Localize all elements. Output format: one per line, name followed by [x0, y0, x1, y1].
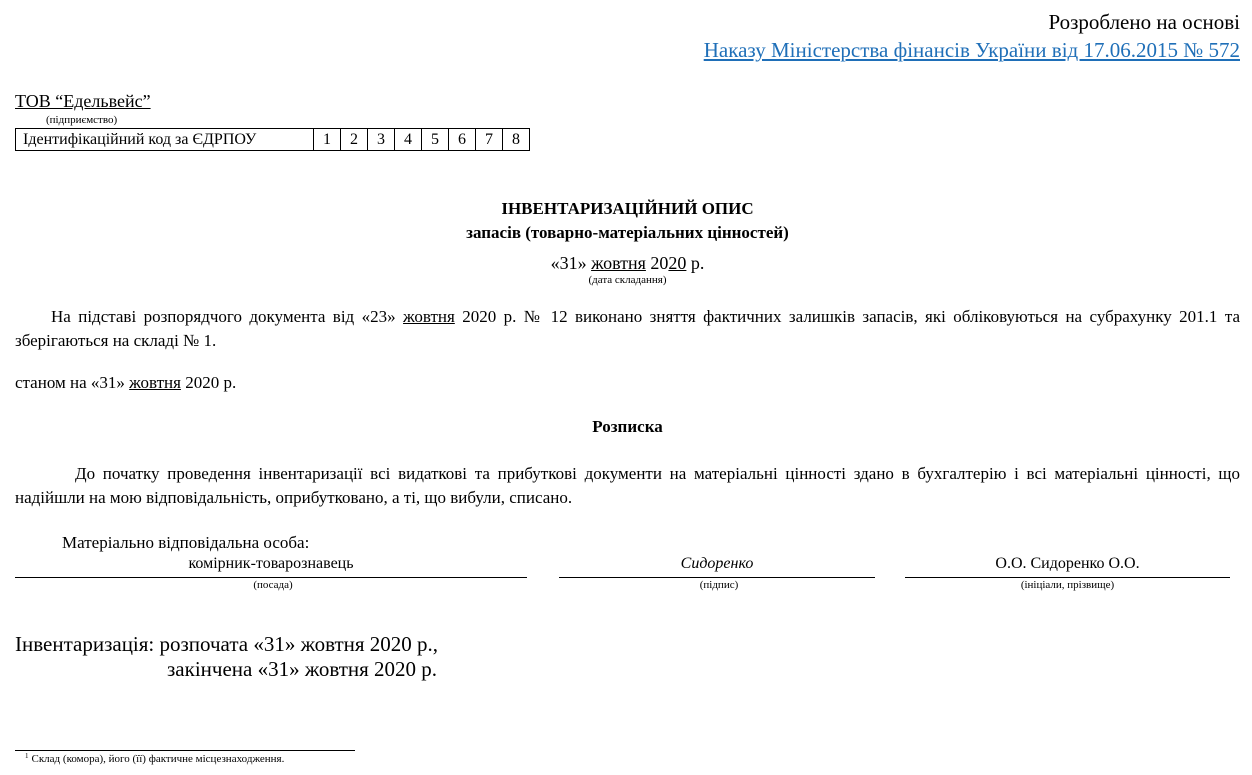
edrpou-digit: 1 — [314, 129, 341, 151]
date-caption: (дата складання) — [588, 274, 667, 286]
document-title: ІНВЕНТАРИЗАЦІЙНИЙ ОПИС — [501, 199, 754, 218]
name-value: О.О. Сидоренко О.О. — [995, 555, 1140, 572]
edrpou-digit: 7 — [476, 129, 503, 151]
as-of-text-2: 2020 р. — [180, 373, 237, 392]
footnote — [25, 752, 284, 765]
edrpou-digit: 2 — [341, 129, 368, 151]
edrpou-digit: 4 — [395, 129, 422, 151]
inventory-started: Інвентаризація: розпочата «31» жовтня 2020 р., — [15, 632, 439, 656]
date-month: жовтня — [591, 253, 646, 273]
date-year-suffix: 20 — [668, 253, 687, 273]
basis-text-1: На підставі розпорядчого документа від «23» — [51, 307, 404, 326]
edrpou-table — [15, 128, 530, 151]
basis-text-2: 2020 р. № 12 виконано зняття фактичних залишків запасів, які обліковуються на субрахунку 201.1 та зберігаються на складі № 1. — [15, 307, 1241, 350]
date-day: «31» — [550, 253, 587, 273]
inventory-finished: закінчена «31» жовтня 2020 р. — [167, 657, 438, 681]
edrpou-digit: 6 — [449, 129, 476, 151]
receipt-paragraph: До початку проведення інвентаризації всі видаткові та прибуткові документи на матеріальні цінності здано в бухгалтерію і всі матеріальні цінності, що надійшли на мою відповідальність, оприбутковано, а ті, що вибули, списано. — [15, 464, 1240, 507]
receipt-heading: Розписка — [592, 417, 663, 436]
signature-value: Сидоренко — [680, 555, 754, 572]
footnote-separator — [15, 750, 355, 751]
basis-paragraph — [15, 305, 1240, 353]
edrpou-digit: 5 — [422, 129, 449, 151]
name-line — [905, 577, 1230, 578]
position-value: комірник-товарознавець — [188, 555, 354, 572]
signature-line — [559, 577, 875, 578]
as-of-text-1: станом на «31» — [15, 373, 130, 392]
basis-line: Розроблено на основі — [1048, 10, 1240, 34]
as-of-month: жовтня — [129, 373, 181, 392]
footnote-text: Склад (комора), його (її) фактичне місцезнаходження. — [31, 753, 285, 765]
document-subtitle: запасів (товарно-матеріальних цінностей) — [466, 223, 789, 242]
company-name: ТОВ “Едельвейс” — [15, 91, 151, 111]
position-line — [15, 577, 527, 578]
signature-caption: (підпис) — [699, 579, 739, 591]
edrpou-digit: 8 — [503, 129, 530, 151]
date-suffix: р. — [690, 253, 705, 273]
company-caption: (підприємство) — [46, 114, 118, 126]
responsible-person-label: Матеріально відповідальна особа: — [62, 533, 310, 552]
basis-month: жовтня — [403, 307, 455, 326]
as-of-line — [15, 371, 1240, 395]
edrpou-digit: 3 — [368, 129, 395, 151]
date-year-prefix: 20 — [650, 253, 669, 273]
name-caption: (ініціали, прізвище) — [1020, 579, 1115, 591]
position-caption: (посада) — [253, 579, 293, 591]
edrpou-label: Ідентифікаційний код за ЄДРПОУ — [16, 129, 314, 151]
order-link[interactable]: Наказу Міністерства фінансів України від 17.06.2015 № 572 — [703, 38, 1240, 62]
footnote-marker: 1 — [25, 752, 29, 760]
document-date — [0, 253, 1252, 274]
